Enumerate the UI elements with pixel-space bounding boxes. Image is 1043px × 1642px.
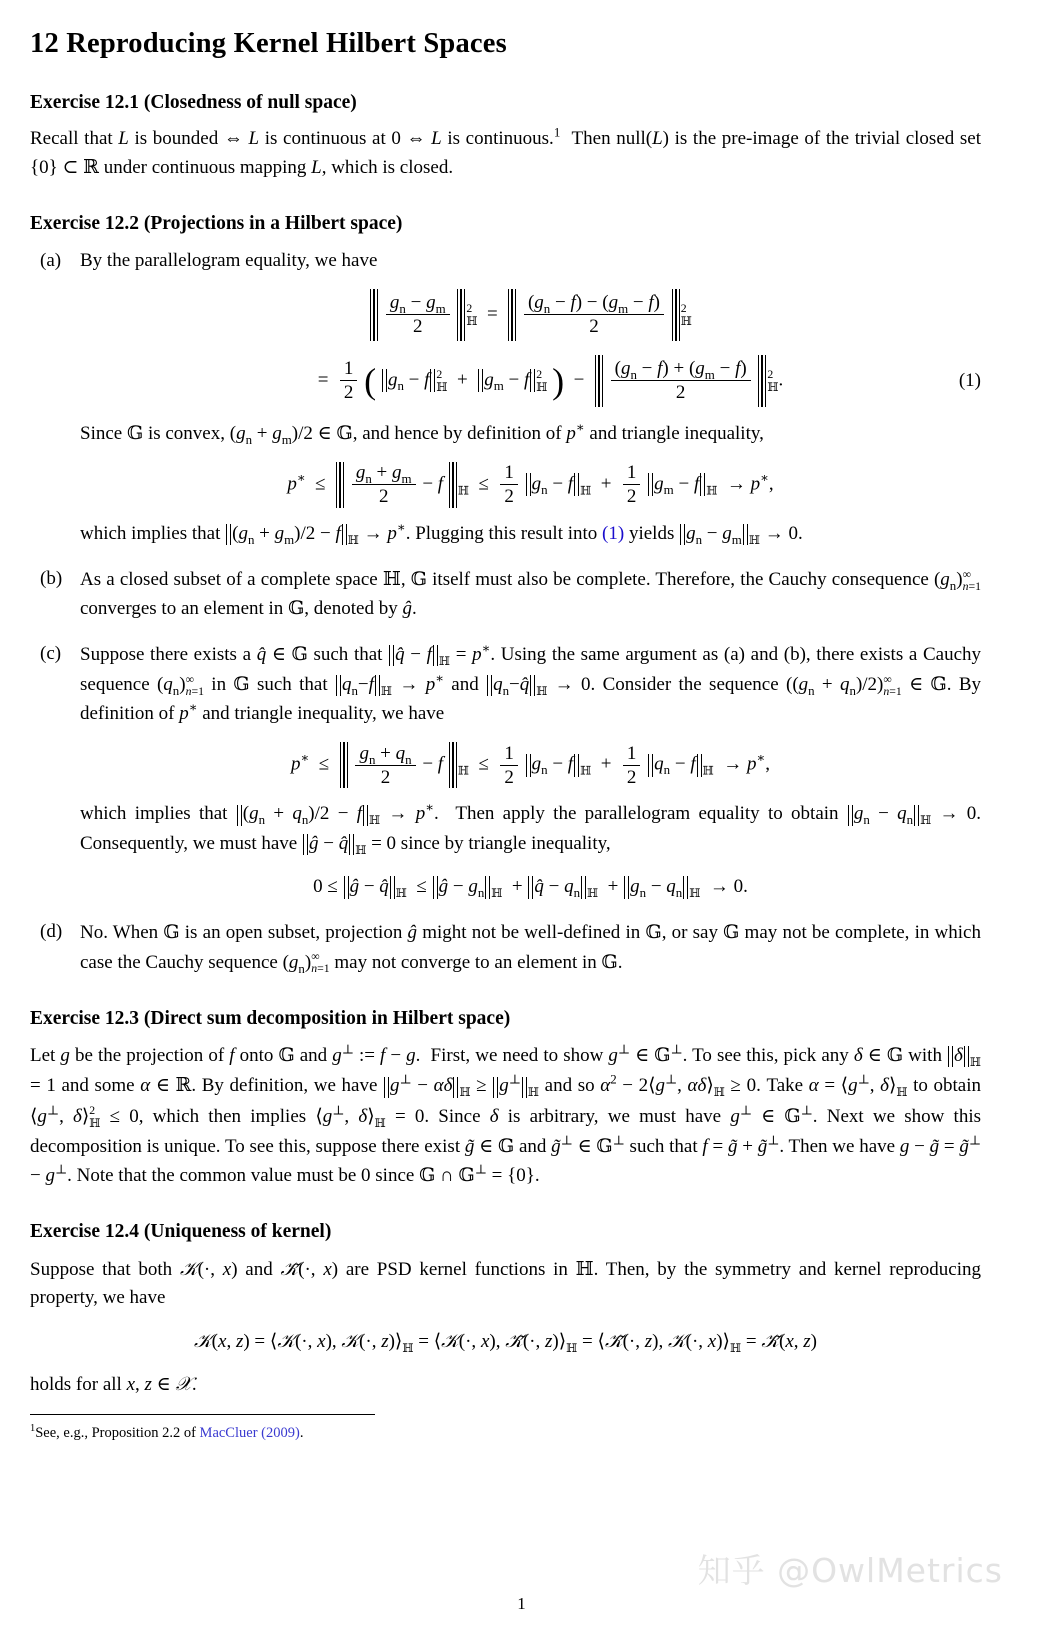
exercise-12-2-heading: Exercise 12.2 (Projections in a Hilbert space): [30, 213, 403, 235]
footnote-number: 1: [30, 1423, 36, 1435]
exercise-12-2-list: [30, 247, 981, 977]
exercise-12-4-body: Suppose that both 𝒦(·, x) and 𝒦̃(·, x) are PSD kernel functions in ℍ. Then, by the symmetry and kernel reproducing property, we have: [30, 1257, 982, 1308]
item-a-mid-text: Since 𝔾 is convex, $(g_n + g_m)/2$ ∈ 𝔾, and hence by definition of p∗ and triangle inequality,: [80, 419, 764, 447]
footnote: [30, 1422, 981, 1443]
footnote-rule: [30, 1414, 375, 1415]
exercise-12-4-heading: Exercise 12.4 (Uniqueness of kernel): [30, 1221, 332, 1243]
equation-number-1: (1): [958, 369, 981, 391]
item-a-intro: By the parallelogram equality, we have: [80, 249, 378, 271]
page-title: 12 Reproducing Kernel Hilbert Spaces: [30, 28, 507, 59]
equation-item-c-2: 0 ≤ ĝ − q̂ $_ℍ$ ≤ ĝ − $g_n$ $_ℍ$ + q̂ − $q_n$ $_ℍ + g_n - q_n$ $_ℍ$ → 0.: [313, 876, 748, 901]
equation-kernel-uniqueness: 𝒦(x, z) = ⟨𝒦(·, x), 𝒦(·, $z)⟩_ℍ$ = ⟨𝒦(·, x), 𝒦̃(·, $z)⟩_ℍ$ = ⟨𝒦̃(·, z), 𝒦(·, $x)⟩_ℍ$ = 𝒦̃(x, z): [194, 1330, 817, 1355]
footnote-citation-link[interactable]: MacCluer (2009): [199, 1424, 300, 1441]
equation-1-reference[interactable]: (1): [602, 522, 625, 544]
watermark: 知乎 @OwlMetrics: [697, 1551, 1003, 1590]
list-item-c: [30, 640, 981, 903]
item-b-text: As a closed subset of a complete space ℍ, 𝔾 itself must also be complete. Therefore, the Cauchy consequence $(g_n)$ ∞ n=1 converges to an element in 𝔾, denoted by ĝ.: [80, 567, 981, 620]
footnote-marker-ref[interactable]: 1: [553, 124, 561, 140]
item-a-closing: which implies that $(g_n + g_m)/2 - f$ $_ℍ$ → p∗. Plugging this result into (1) yields $g_n - g_m$ $_ℍ$ → 0.: [80, 519, 803, 547]
equation-1-line-2: = $\frac{1}{2}$ ( $g_n - f$ 2 ℍ + $g_m - f$ 2 ℍ ) − $\frac{(g_n - f) + (g_m - f)}{2}$ 2 ℍ . (1): [80, 355, 981, 407]
item-d-text: No. When 𝔾 is an open subset, projection ĝ might not be well-defined in 𝔾, or say 𝔾 may not be complete, in which case the Cauchy sequence $(g_n)$ ∞ n=1 may not converge to an element in 𝔾.: [80, 921, 981, 976]
equation-item-a-2: p∗ ≤ $\frac{g_n + g_m}{2}$ − f $_ℍ$ ≤ $\frac{1}{2}$ $g_n - f$ $_ℍ$ + $\frac{1}{2}$ $g_m - f$ $_ℍ$ → p∗,: [287, 462, 774, 508]
item-marker-a: (a): [40, 249, 62, 271]
item-marker-b: (b): [40, 568, 63, 590]
exercise-12-3-body: Let g be the projection of f onto 𝔾 and g⊥ := f − g. First, we need to show g⊥ ∈ 𝔾⊥. To see this, pick any δ ∈ 𝔾 with δ $_ℍ$ = 1 and some α ∈ ℝ. By definition, we have g⊥ − αδ $_ℍ \ge g^\perp_ℍ$ and so $\alpha^2$ − 2⟨g⊥, $\alpha\delta⟩_ℍ \ge 0$. Take α = ⟨g⊥, $\delta⟩_ℍ$ to obtain ⟨g⊥, δ⟩ 2 ℍ ≤ 0, which then implies ⟨g⊥, $\delta⟩_ℍ = 0$. Since δ is arbitrary, we must have g⊥ ∈ 𝔾⊥. Next we show this decomposition is unique. To see this, suppose there exist g̃ ∈ 𝔾 and g̃⊥ ∈ 𝔾⊥ such that f = g̃ + g̃⊥. Then we have g − g̃ = g̃⊥ − g⊥. Note that the common value must be 0 since 𝔾 ∩ 𝔾⊥ = {0}.: [30, 1041, 981, 1187]
page-number: 1: [517, 1594, 526, 1613]
item-c-text-2: which implies that $(g_n + q_n)/2 - f$ $_ℍ$ → p∗. Then apply the parallelogram equality to obtain $g_n - q_n$ $_ℍ$ → 0. Consequently, we must have ĝ − q̂ $_ℍ$ = 0 since by triangle inequality,: [80, 800, 982, 857]
footnote-text-before: See, e.g., Proposition 2.2 of: [35, 1424, 200, 1441]
item-marker-c: (c): [40, 642, 62, 664]
exercise-12-4-closing: holds for all x, z ∈ 𝒳.: [30, 1373, 197, 1395]
item-c-text: Suppose there exists a q̂ ∈ 𝔾 such that q̂ − f $_ℍ$ = p∗. Using the same argument as (a) and (b), there exists a Cauchy sequence $(q_n)$ ∞ n=1 in 𝔾 such that $q_n-f$ $_ℍ$ → p∗ and $q_n-q̂$ $_ℍ$ → 0. Consider the sequence $((g_n + q_n)/2)$ ∞ n=1 ∈ 𝔾. By definition of p∗ and triangle inequality, we have: [80, 640, 981, 725]
equation-1-line-1: $\frac{g_n - g_m}{2}$ 2 ℍ = $\frac{(g_n - f) - (g_m - f)}{2}$ 2 ℍ: [80, 289, 981, 341]
item-marker-d: (d): [40, 921, 63, 943]
equation-item-c-1: p∗ ≤ $\frac{g_n + q_n}{2}$ − f $_ℍ$ ≤ $\frac{1}{2}$ $g_n - f$ $_ℍ$ + $\frac{1}{2}$ $q_n - f$ $_ℍ$ → p∗,: [290, 742, 771, 788]
list-item-a: [30, 247, 981, 550]
list-item-b: [30, 565, 981, 623]
list-item-d: [30, 918, 981, 976]
exercise-12-3-heading: Exercise 12.3 (Direct sum decomposition in Hilbert space): [30, 1007, 511, 1029]
footnote-text-after: .: [299, 1424, 304, 1441]
exercise-12-1-heading: Exercise 12.1 (Closedness of null space): [30, 91, 357, 113]
exercise-12-1-body: Recall that L is bounded ⇔ L is continuous at 0 ⇔ L is continuous.$^1$ Then null(L) is the pre-image of the trivial closed set {0} ⊂ ℝ under continuous mapping L, which is closed.: [30, 124, 981, 179]
